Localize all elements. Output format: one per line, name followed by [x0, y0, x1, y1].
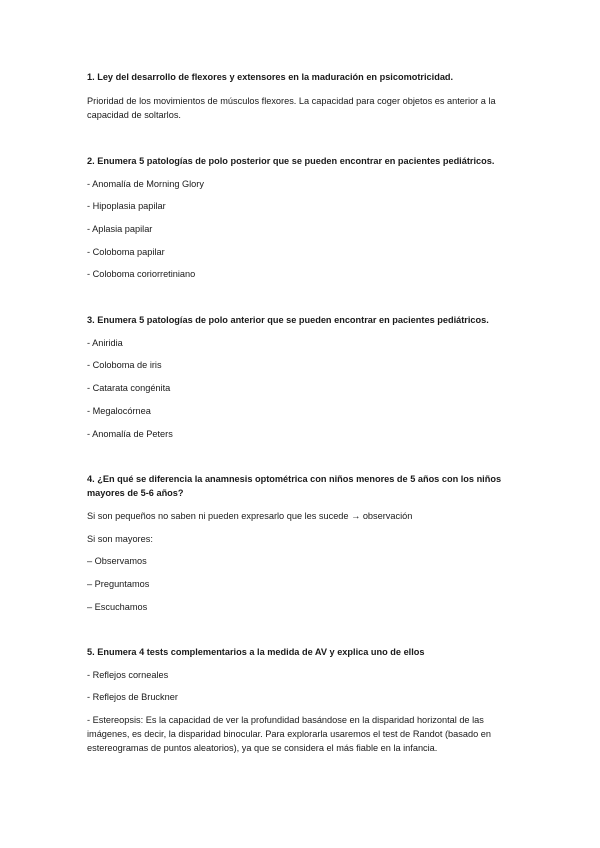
list-item: - Reflejos de Bruckner [87, 692, 178, 702]
list-item: – Observamos [87, 556, 147, 566]
list-item: - Reflejos corneales [87, 670, 169, 680]
question-1: 1. Ley del desarrollo de flexores y extensores en la maduración en psicomotricidad. [87, 72, 454, 82]
question-5: 5. Enumera 4 tests complementarios a la medida de AV y explica uno de ellos [87, 647, 425, 657]
answer-4-text: Si son mayores: [87, 534, 153, 544]
list-item: - Catarata congénita [87, 383, 171, 393]
list-item: - Hipoplasia papilar [87, 201, 166, 211]
list-item: – Escuchamos [87, 602, 148, 612]
question-2: 2. Enumera 5 patologías de polo posterior que se pueden encontrar en pacientes pediátricos. [87, 156, 495, 166]
list-item: - Aplasia papilar [87, 224, 153, 234]
list-item: - Coloboma de iris [87, 360, 162, 370]
list-item: - Coloboma coriorretiniano [87, 269, 196, 279]
answer-1-text: Prioridad de los movimientos de músculos flexores. La capacidad para coger objetos es anterior a la capacidad de soltarlos. [87, 96, 496, 120]
list-item: - Megalocórnea [87, 406, 151, 416]
answer-4-text: Si son pequeños no saben ni pueden expresarlo que les sucede → observación [87, 511, 413, 521]
list-item: - Anomalía de Morning Glory [87, 179, 204, 189]
list-item: - Anomalía de Peters [87, 429, 173, 439]
list-item: - Aniridia [87, 338, 123, 348]
list-item: - Estereopsis: Es la capacidad de ver la profundidad basándose en la disparidad horizontal de las imágenes, es decir, la disparidad binocular. Para explorarla usaremos el test de Randot (basado en estereogramas de puntos aleatorios), ya que se considera el más fiable en la infancia. [87, 715, 491, 753]
question-3: 3. Enumera 5 patologías de polo anterior que se pueden encontrar en pacientes pediátricos. [87, 315, 489, 325]
question-4: 4. ¿En qué se diferencia la anamnesis optométrica con niños menores de 5 años con los niños mayores de 5-6 años? [87, 474, 502, 498]
list-item: - Coloboma papilar [87, 247, 165, 257]
list-item: – Preguntamos [87, 579, 150, 589]
